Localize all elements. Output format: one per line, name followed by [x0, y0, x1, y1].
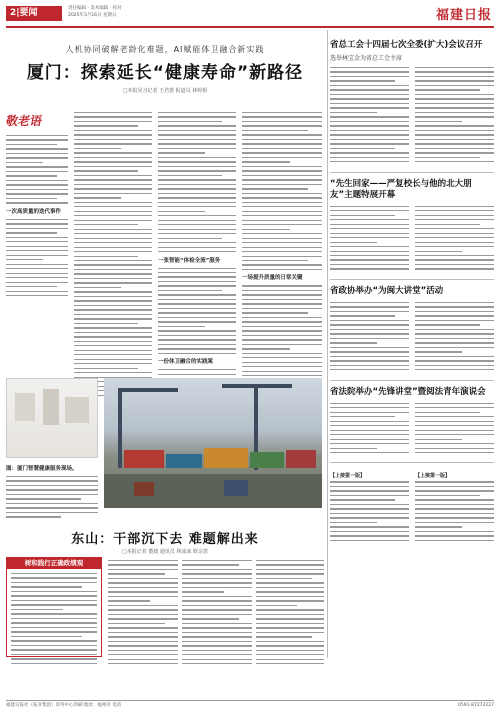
masthead	[6, 4, 494, 26]
editorial-column	[6, 112, 68, 312]
east-body-col-2	[182, 560, 252, 668]
commentary-box	[6, 557, 102, 657]
right-news-column	[330, 30, 494, 658]
port-photo	[104, 378, 322, 508]
lead-kicker: 人机协同破解老龄化难题，AI赋能体卫融合新实践	[65, 45, 265, 54]
lead-byline: □本报见习记者 王君蕾 报道员 林婷姐	[122, 88, 208, 94]
story1-subtitle: 选举林宝金为省总工会主席	[330, 55, 403, 62]
lead-body-col-3	[242, 112, 322, 402]
lead-subhead-1: 一次高质量的迭代事件	[6, 208, 62, 215]
footer-phone: 0591-87272227	[458, 703, 494, 708]
lead-body-col-1	[74, 112, 152, 399]
lead-subhead-3: 一份体卫融合的实践案	[158, 359, 214, 366]
lead-body-col-2	[158, 112, 236, 396]
editorial-title: 敬老语	[4, 114, 44, 128]
footer-printer: 福建日报社（报业集团）印务中心印刷 地址：福州市 电话	[6, 703, 122, 708]
paper-name: 福建日报	[435, 8, 492, 23]
continued-notice-2: 【上接第一版】	[415, 473, 451, 480]
masthead-info	[68, 5, 288, 19]
east-headline: 东山：干部沉下去 难题解出来	[71, 532, 259, 547]
lead-story-area	[6, 30, 324, 658]
east-body-col-1	[108, 560, 178, 668]
east-body-col-3	[256, 560, 324, 668]
masthead-rule	[6, 26, 494, 28]
lead-subhead-2: 一张智能“体检全流”服务	[158, 257, 221, 264]
photo-caption: 图：厦门智慧健康服务现场。	[6, 466, 78, 472]
story3-title: 省政协举办“为闽大讲堂”活动	[330, 285, 444, 296]
photo-caption-block	[6, 462, 98, 521]
column-separator	[327, 30, 328, 658]
story1-title: 省总工会十四届七次全委(扩大)会议召开	[330, 40, 483, 50]
commentary-title: 树和践行正确政绩观	[7, 558, 101, 569]
story4-title: 省法院举办“先锋讲堂”暨阅法青年演说会	[330, 386, 486, 397]
continued-notice-1: 【上接第一版】	[330, 473, 366, 480]
east-byline: □本报记者 董婕 通讯员 林冰冰 欧宗恩	[121, 549, 209, 555]
page-section-tag: 2|要闻	[6, 6, 62, 21]
lead-headline: 厦门：探索延长“健康寿命”新路径	[26, 63, 304, 83]
inset-photo	[6, 378, 98, 458]
masthead-info-line1: 责任编辑 · 美术编辑 · 校对	[68, 6, 122, 11]
story2-title: “先生回家——严复校长与他的北大朋友”主题特展开幕	[330, 178, 472, 200]
lead-subhead-4: 一场提升质量的日常关键	[242, 275, 303, 282]
page-footer	[6, 700, 494, 710]
masthead-date: 2025年3月16日 星期日	[68, 13, 117, 18]
